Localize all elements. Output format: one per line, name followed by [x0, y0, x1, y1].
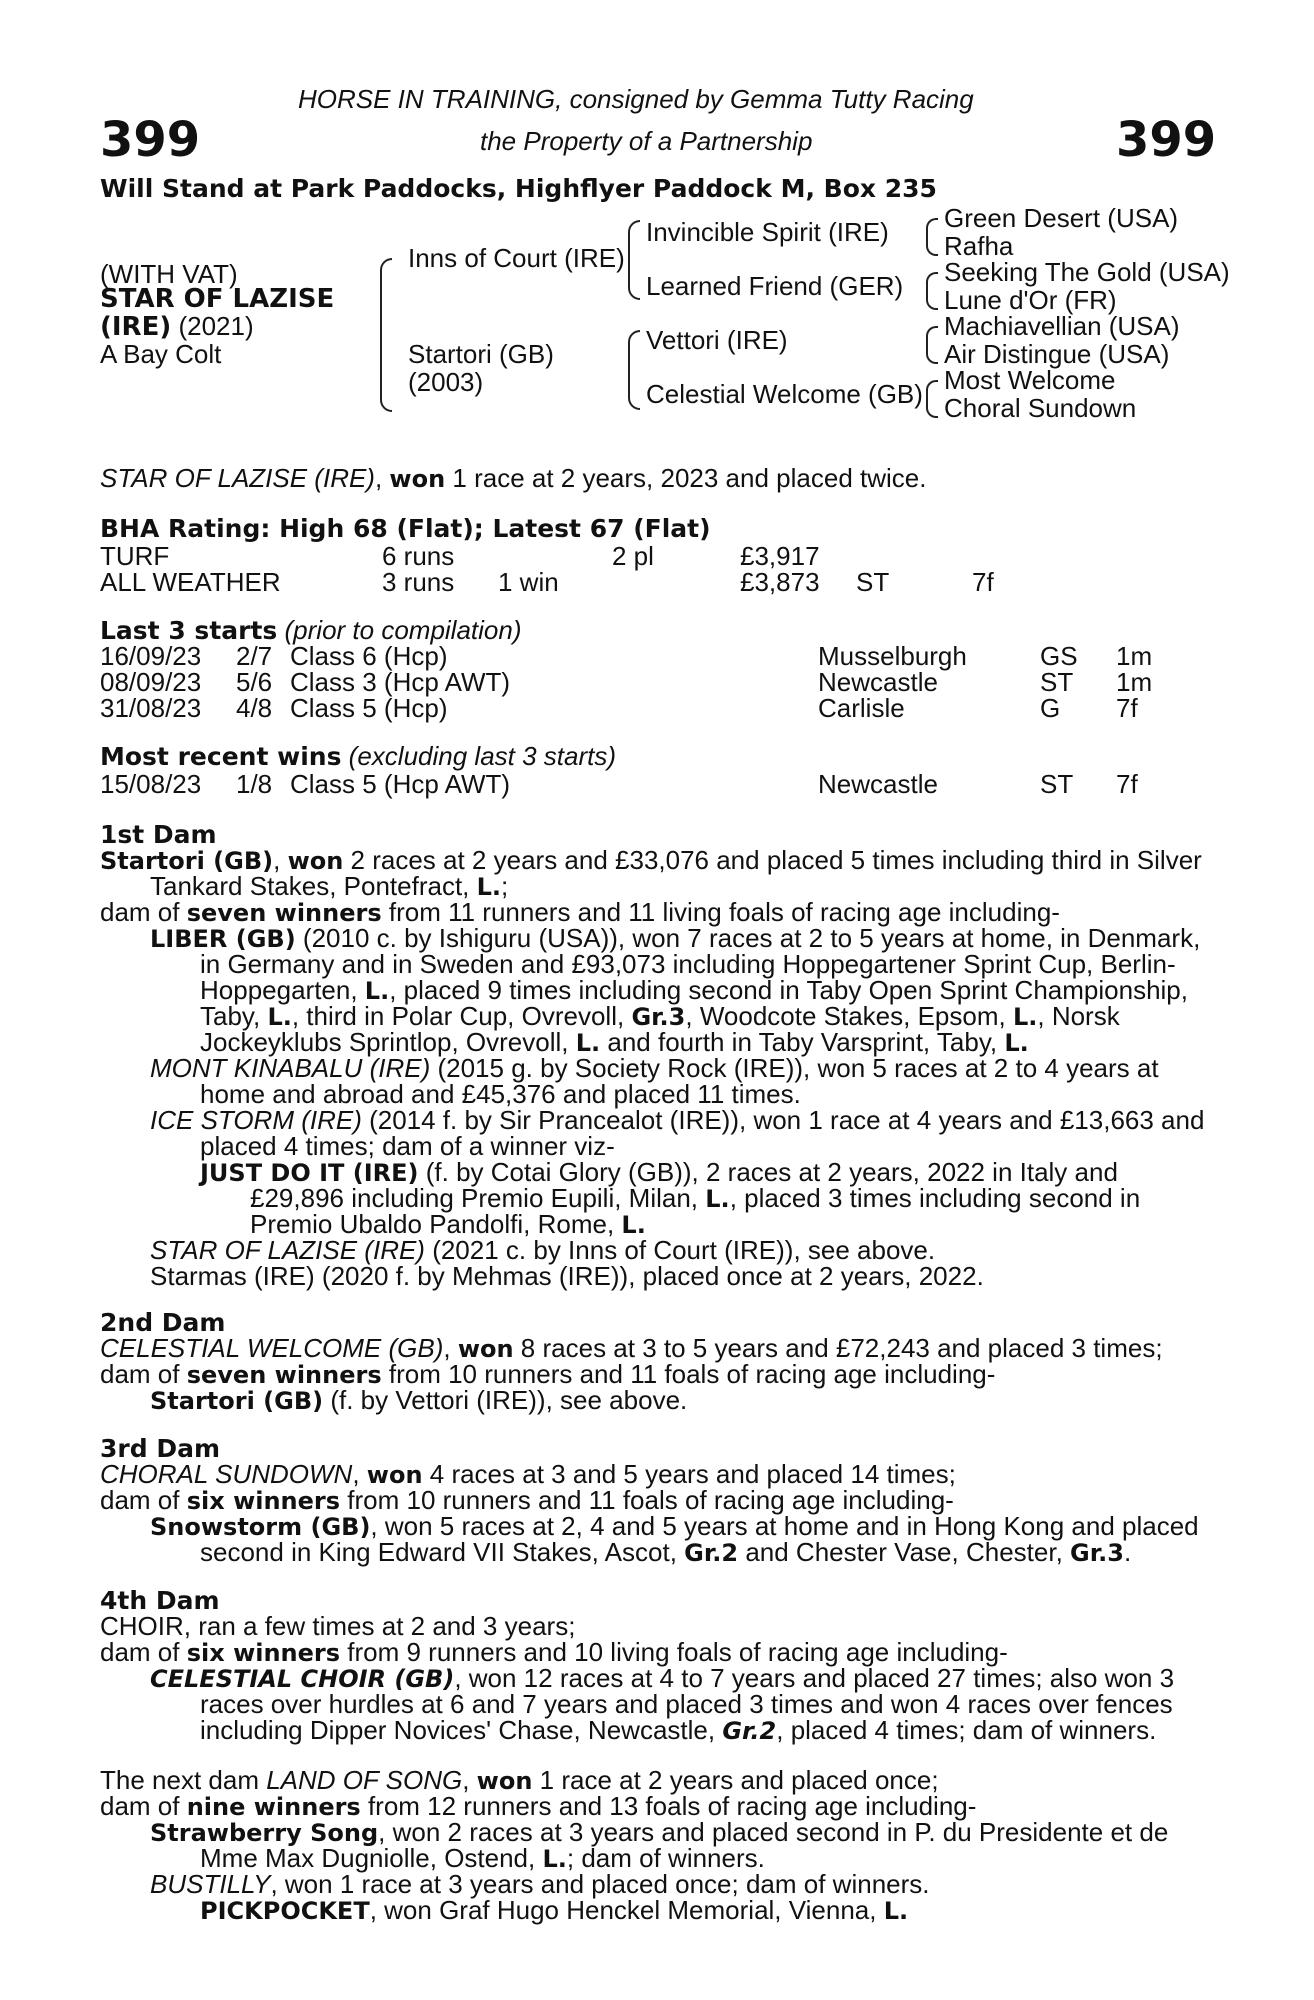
second-dam-heading: 2nd Dam: [100, 1308, 226, 1337]
brace-sd: [926, 272, 938, 310]
dam-startori-line2: Tankard Stakes, Pontefract, L.;: [150, 871, 509, 901]
start-pos: 4/8: [236, 693, 273, 723]
mont-line2: home and abroad and £45,376 and placed 11 times.: [200, 1079, 801, 1109]
ice-line2: placed 4 times; dam of a winner viz-: [200, 1131, 615, 1161]
recent-wins-heading: Most recent wins: [100, 742, 342, 771]
start-race: Class 3 (Hcp AWT): [290, 667, 511, 697]
pedigree-dam-year: (2003): [408, 367, 484, 397]
horse-description: A Bay Colt: [100, 339, 222, 369]
choral-line2: dam of six winners from 10 runners and 11 foals of racing age including-: [100, 1485, 954, 1515]
race-summary: STAR OF LAZISE (IRE), won 1 race at 2 years, 2023 and placed twice.: [100, 463, 927, 493]
pedigree-sds: Seeking The Gold (USA): [944, 257, 1230, 287]
win-date: 15/08/23: [100, 769, 202, 799]
landofsong-line1: The next dam LAND OF SONG, won 1 race at 2 years and placed once;: [100, 1765, 939, 1795]
start-row: [0, 640, 1314, 671]
rating-prize: £3,917: [740, 541, 820, 571]
rating-runs: 3 runs: [382, 567, 455, 597]
strawberry-line2: Mme Max Dugniolle, Ostend, L.; dam of winners.: [200, 1843, 765, 1873]
horse-origin-country: (IRE): [100, 312, 172, 342]
celestialchoir-line2: races over hurdles at 6 and 7 years and placed 3 times and won 4 races over fences: [200, 1689, 1173, 1719]
liber-line3: Hoppegarten, L., placed 9 times including second in Taby Open Sprint Championship,: [200, 975, 1188, 1005]
celestialchoir-line1: CELESTIAL CHOIR (GB), won 12 races at 4 to 7 years and placed 27 times; also won 3: [150, 1663, 1175, 1693]
pedigree-ss: Invincible Spirit (IRE): [646, 217, 889, 247]
celestialchoir-line3: including Dipper Novices' Chase, Newcastle, Gr.2, placed 4 times; dam of winners.: [200, 1715, 1157, 1745]
liber-line2: in Germany and in Sweden and £93,073 including Hoppegartener Sprint Cup, Berlin-: [200, 949, 1176, 979]
start-pos: 2/7: [236, 641, 273, 671]
start-row: [0, 666, 1314, 697]
landofsong-line2: dam of nine winners from 12 runners and 13 foals of racing age including-: [100, 1791, 977, 1821]
pedigree-sire: Inns of Court (IRE): [408, 243, 625, 273]
rating-row-turf: [0, 540, 1314, 571]
pedigree-sss: Green Desert (USA): [944, 203, 1179, 233]
justdoit-line3: Premio Ubaldo Pandolfi, Rome, L.: [250, 1209, 646, 1239]
first-dam-heading: 1st Dam: [100, 820, 217, 849]
pedigree-dd: Celestial Welcome (GB): [646, 379, 923, 409]
start-dist: 1m: [1116, 667, 1153, 697]
summary-name: STAR OF LAZISE (IRE): [100, 463, 375, 493]
justdoit-line2: £29,896 including Premio Eupili, Milan, L., placed 3 times including second in: [250, 1183, 1141, 1213]
liber-line4: Taby, L., third in Polar Cup, Ovrevoll, Gr.3, Woodcote Stakes, Epsom, L., Norsk: [200, 1001, 1120, 1031]
pedigree-dds: Most Welcome: [944, 365, 1116, 395]
start-going: ST: [1040, 667, 1074, 697]
vat-label: (WITH VAT): [100, 259, 238, 289]
start-dist: 1m: [1116, 641, 1153, 671]
start-course: Newcastle: [818, 667, 938, 697]
starlazise-line: STAR OF LAZISE (IRE) (2021 c. by Inns of Court (IRE)), see above.: [150, 1235, 936, 1265]
start-date: 08/09/23: [100, 667, 202, 697]
summary-won: won: [389, 465, 446, 493]
stand-line: Will Stand at Park Paddocks, Highflyer Paddock M, Box 235: [100, 174, 937, 203]
start-pos: 5/6: [236, 667, 273, 697]
bha-rating-title: BHA Rating: High 68 (Flat); Latest 67 (Flat): [100, 514, 711, 543]
rating-runs: 6 runs: [382, 541, 455, 571]
dam-startori-line3: dam of seven winners from 11 runners and 11 living foals of racing age including-: [100, 897, 1060, 927]
pickpocket-line: PICKPOCKET, won Graf Hugo Henckel Memorial, Vienna, L.: [200, 1895, 909, 1925]
win-course: Newcastle: [818, 769, 938, 799]
start-date: 31/08/23: [100, 693, 202, 723]
pedigree-ds: Vettori (IRE): [646, 325, 788, 355]
strawberry-line1: Strawberry Song, won 2 races at 3 years and placed second in P. du Presidente et de: [150, 1817, 1169, 1847]
rating-surface: ALL WEATHER: [100, 567, 281, 597]
brace-sire: [628, 220, 640, 300]
pedigree-dss: Machiavellian (USA): [944, 311, 1180, 341]
brace-ds: [926, 326, 938, 364]
brace-dd: [926, 380, 938, 418]
last-starts-heading: Last 3 starts: [100, 616, 278, 645]
liber-line5: Jockeyklubs Sprintlop, Ovrevoll, L. and fourth in Taby Varsprint, Taby, L.: [200, 1027, 1029, 1057]
snowstorm-line2: second in King Edward VII Stakes, Ascot, Gr.2 and Chester Vase, Chester, Gr.3.: [200, 1537, 1132, 1567]
start-date: 16/09/23: [100, 641, 202, 671]
bustilly-line: BUSTILLY, won 1 race at 3 years and placed once; dam of winners.: [150, 1869, 930, 1899]
win-pos: 1/8: [236, 769, 273, 799]
rating-row-aw: [0, 566, 1314, 597]
start-dist: 7f: [1116, 693, 1138, 723]
third-dam-heading: 3rd Dam: [100, 1434, 220, 1463]
rating-going: ST: [856, 567, 890, 597]
recent-wins-note: (excluding last 3 starts): [341, 741, 617, 771]
fourth-dam-heading: 4th Dam: [100, 1586, 220, 1615]
pedigree-dsd: Air Distingue (USA): [944, 339, 1170, 369]
pedigree-sdd: Lune d'Or (FR): [944, 285, 1117, 315]
horse-year: (2021): [171, 311, 254, 341]
snowstorm-line1: Snowstorm (GB), won 5 races at 2, 4 and 5 years at home and in Hong Kong and placed: [150, 1511, 1199, 1541]
rating-prize: £3,873: [740, 567, 820, 597]
rating-placed: 2 pl: [612, 541, 654, 571]
start-race: Class 6 (Hcp): [290, 641, 448, 671]
choir-line1: CHOIR, ran a few times at 2 and 3 years;: [100, 1611, 576, 1641]
choral-line1: CHORAL SUNDOWN, won 4 races at 3 and 5 years and placed 14 times;: [100, 1459, 956, 1489]
rating-surface: TURF: [100, 541, 170, 571]
choir-line2: dam of six winners from 9 runners and 10 living foals of racing age including-: [100, 1637, 1008, 1667]
rating-wins: 1 win: [498, 567, 559, 597]
starmas-line: Starmas (IRE) (2020 f. by Mehmas (IRE)), placed once at 2 years, 2022.: [150, 1261, 984, 1291]
start-race: Class 5 (Hcp): [290, 693, 448, 723]
summary-text: 1 race at 2 years, 2023 and placed twice.: [445, 463, 927, 493]
lot-number-left: 399: [100, 112, 201, 168]
dam-startori-line1: Startori (GB), won 2 races at 2 years and £33,076 and placed 5 times including third in Silver: [100, 845, 1202, 875]
last-starts-note: (prior to compilation): [277, 615, 522, 645]
consignment-line: HORSE IN TRAINING, consigned by Gemma Tutty Racing: [298, 84, 974, 114]
win-dist: 7f: [1116, 769, 1138, 799]
pedigree-dam: Startori (GB): [408, 339, 554, 369]
celestial-line3: Startori (GB) (f. by Vettori (IRE)), see above.: [150, 1385, 688, 1415]
win-row: [0, 768, 1314, 799]
horse-name: STAR OF LAZISE: [100, 284, 335, 314]
celestial-line1: CELESTIAL WELCOME (GB), won 8 races at 3 to 5 years and £72,243 and placed 3 times;: [100, 1333, 1163, 1363]
property-line: the Property of a Partnership: [480, 126, 813, 156]
brace-dam: [628, 330, 640, 410]
start-going: GS: [1040, 641, 1078, 671]
justdoit-line1: JUST DO IT (IRE) (f. by Cotai Glory (GB)), 2 races at 2 years, 2022 in Italy and: [200, 1157, 1118, 1187]
mont-line1: MONT KINABALU (IRE) (2015 g. by Society Rock (IRE)), won 5 races at 2 to 4 years at: [150, 1053, 1159, 1083]
celestial-line2: dam of seven winners from 10 runners and 11 foals of racing age including-: [100, 1359, 996, 1389]
win-going: ST: [1040, 769, 1074, 799]
win-race: Class 5 (Hcp AWT): [290, 769, 511, 799]
rating-dist: 7f: [972, 567, 994, 597]
start-row: [0, 692, 1314, 723]
lot-number-right: 399: [1116, 112, 1217, 168]
brace-ss: [926, 218, 938, 256]
pedigree-ssd: Rafha: [944, 231, 1014, 261]
liber-line1: LIBER (GB) (2010 c. by Ishiguru (USA)), won 7 races at 2 to 5 years at home, in Denmark,: [150, 923, 1201, 953]
start-course: Musselburgh: [818, 641, 967, 671]
pedigree-ddd: Choral Sundown: [944, 393, 1137, 423]
ice-line1: ICE STORM (IRE) (2014 f. by Sir Prancealot (IRE)), won 1 race at 4 years and £13,663 and: [150, 1105, 1205, 1135]
brace-main: [380, 258, 392, 412]
start-going: G: [1040, 693, 1061, 723]
start-course: Carlisle: [818, 693, 905, 723]
pedigree-sd: Learned Friend (GER): [646, 271, 904, 301]
